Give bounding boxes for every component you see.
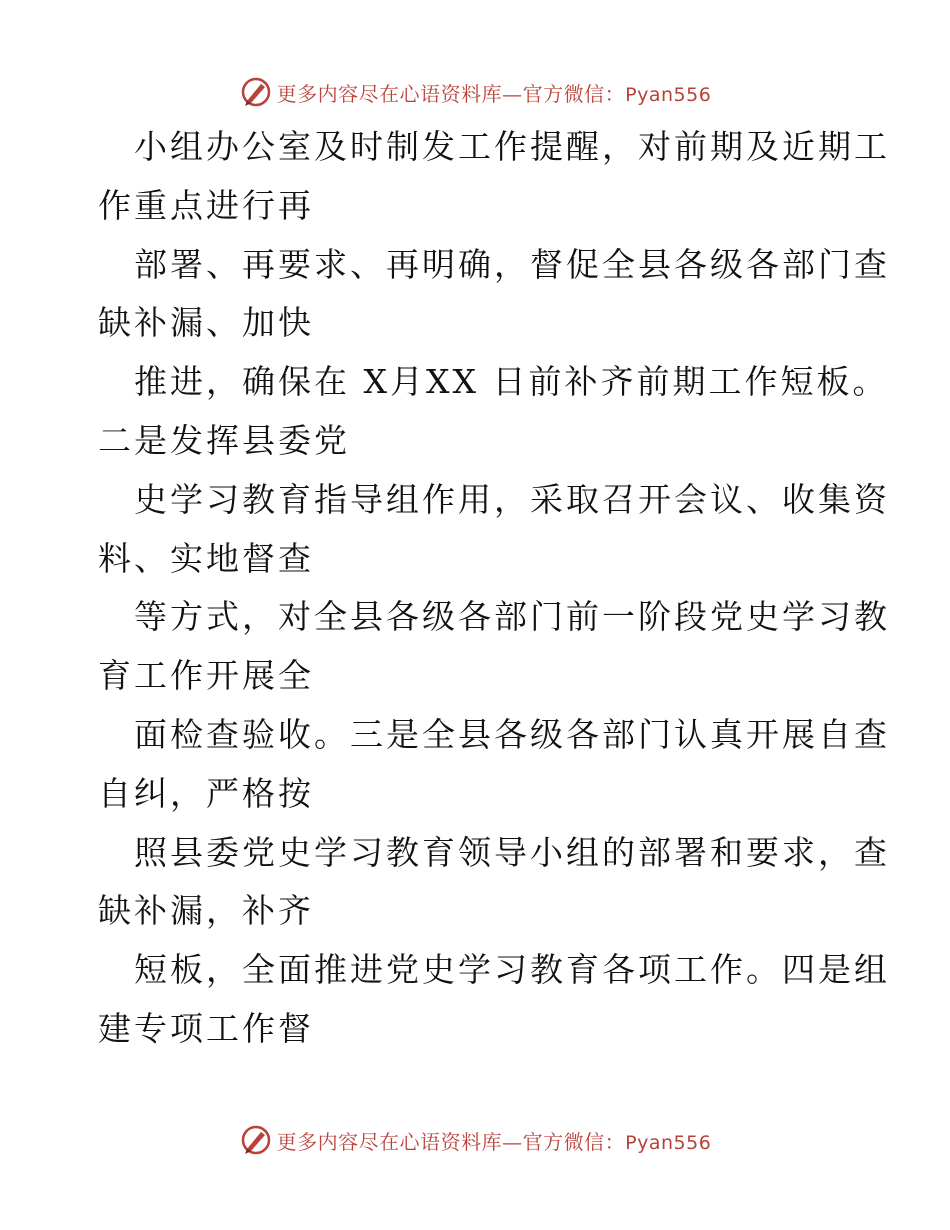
pen-logo-icon: [239, 1123, 273, 1157]
text-line: 缺补漏、加快: [98, 303, 314, 343]
text-line: 史学习教育指导组作用，采取召开会议、收集资: [134, 479, 890, 519]
text-line: 照县委党史学习教育领导小组的部署和要求，查: [134, 832, 890, 872]
text-line: 料、实地督查: [98, 538, 314, 578]
text-line: 部署、再要求、再明确，督促全县各级各部门查: [134, 244, 890, 284]
text-line: 二是发挥县委党: [98, 420, 350, 460]
header-watermark: [0, 72, 950, 112]
text-line: 作重点进行再: [98, 185, 314, 225]
text-line: 小组办公室及时制发工作提醒，对前期及近期工: [134, 127, 890, 166]
text-line: 等方式，对全县各级各部门前一阶段党史学习教: [134, 597, 890, 637]
text-line: 育工作开展全: [98, 656, 314, 696]
footer-watermark: [0, 1120, 950, 1160]
watermark-text: 更多内容尽在心语资料库—官方微信：Pyan556: [276, 81, 712, 106]
text-line: 建专项工作督: [98, 1008, 314, 1048]
pen-logo-icon: [239, 75, 273, 109]
text-line: 推进，确保在 X月XX 日前补齐前期工作短板。: [134, 362, 889, 402]
text-line: 缺补漏，补齐: [98, 891, 314, 931]
text-line: 自纠，严格按: [98, 773, 314, 813]
text-line: 面检查验收。三是全县各级各部门认真开展自查: [134, 714, 890, 754]
wechat-id: Pyan556: [625, 1131, 712, 1154]
document-body: [98, 118, 890, 1059]
text-line: 短板，全面推进党史学习教育各项工作。四是组: [134, 950, 890, 990]
wechat-id: Pyan556: [625, 83, 712, 106]
watermark-text: 更多内容尽在心语资料库—官方微信：Pyan556: [276, 1129, 712, 1154]
